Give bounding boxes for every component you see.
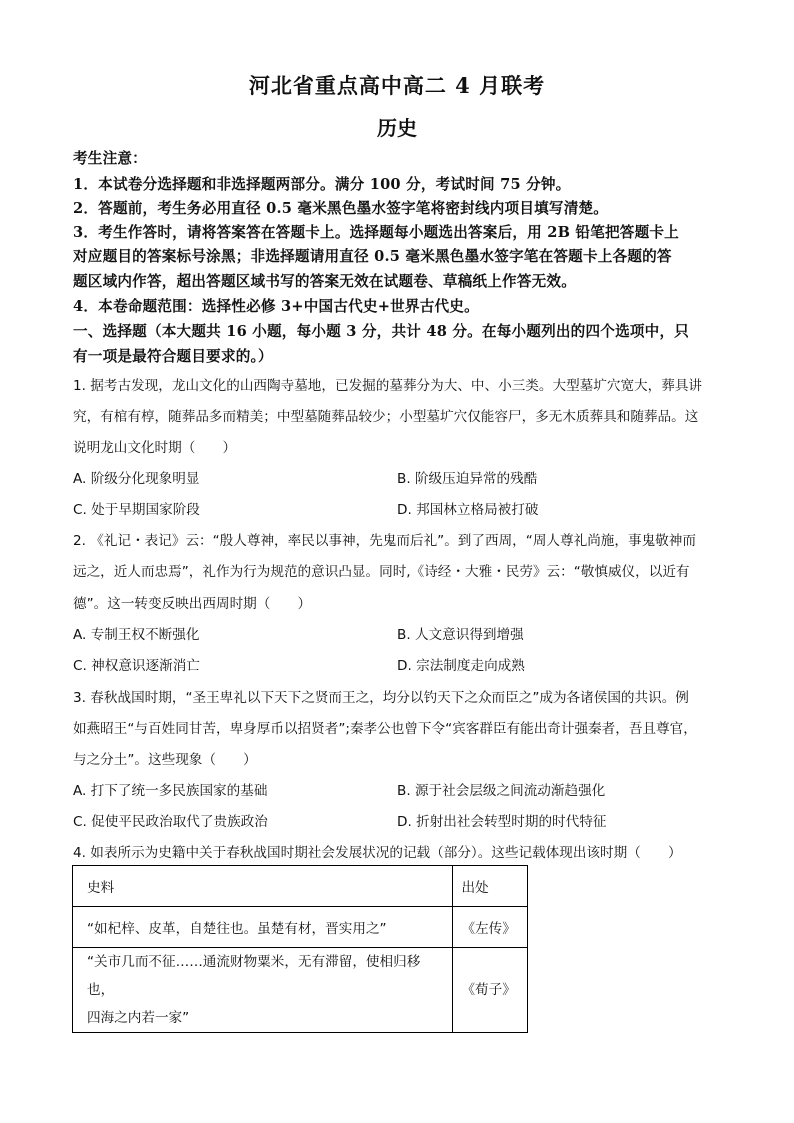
table-cell-source: 《荀子》 xyxy=(453,948,528,1033)
table-cell-source: 《左传》 xyxy=(453,907,528,948)
question-2-option-a: A. 专制王权不断强化 xyxy=(73,627,200,643)
question-3-text: 与之分土”。这些现象（ ） xyxy=(73,752,257,768)
question-1-option-c: C. 处于早期国家阶段 xyxy=(73,502,200,518)
table-cell-quote xyxy=(73,948,453,1033)
table-header-row xyxy=(73,866,528,907)
quote-line: “关市几而不征……通流财物粟米，无有滞留，使相归移也， xyxy=(87,954,421,998)
notice-heading: 考生注意： xyxy=(73,150,147,167)
question-2-option-b: B. 人文意识得到增强 xyxy=(397,627,524,643)
question-2-text: 德”。这一转变反映出西周时期（ ） xyxy=(73,596,312,612)
section-heading: 有一项是最符合题目要求的。） xyxy=(73,348,273,365)
question-1-text: 说明龙山文化时期（ ） xyxy=(73,440,237,456)
question-2-text: 远之，近人而忠焉”，礼作为行为规范的意识凸显。同时,《诗经・大雅・民劳》云：“敬慎威仪，以近有 xyxy=(73,564,690,580)
question-3-option-a: A. 打下了统一多民族国家的基础 xyxy=(73,783,268,799)
table-header-cell: 出处 xyxy=(453,866,528,907)
table-cell-quote: “如杞梓、皮革，自楚往也。虽楚有材，晋实用之” xyxy=(73,907,453,948)
notice-line: 4．本卷命题范围：选择性必修 3+中国古代史+世界古代史。 xyxy=(73,298,479,315)
table-row xyxy=(73,907,528,948)
question-3-text: 3. 春秋战国时期，“圣王卑礼以下天下之贤而王之，均分以钓天下之众而臣之”成为各诸侯国的共识。例 xyxy=(73,690,689,706)
notice-line: 对应题目的答案标号涂黑；非选择题请用直径 0.5 毫米黑色墨水签字笔在答题卡上各题的答 xyxy=(73,248,672,265)
table-header-cell: 史料 xyxy=(73,866,453,907)
question-1-text: 1. 据考古发现，龙山文化的山西陶寺墓地，已发掘的墓葬分为大、中、小三类。大型墓圹穴宽大，葬具讲 xyxy=(73,378,703,394)
question-3-option-c: C. 促使平民政治取代了贵族政治 xyxy=(73,814,268,830)
question-2-option-c: C. 神权意识逐渐消亡 xyxy=(73,658,200,674)
question-1-option-a: A. 阶级分化现象明显 xyxy=(73,471,200,487)
question-2-option-d: D. 宗法制度走向成熟 xyxy=(397,658,525,674)
quote-line: 四海之内若一家” xyxy=(87,1010,190,1026)
notice-line: 2．答题前，考生务必用直径 0.5 毫米黑色墨水签字笔将密封线内项目填写清楚。 xyxy=(73,200,609,217)
table-row xyxy=(73,948,528,1033)
exam-subject: 历史 xyxy=(377,116,417,140)
question-3-option-b: B. 源于社会层级之间流动渐趋强化 xyxy=(397,783,606,799)
question-2-text: 2. 《礼记・表记》云：“殷人尊神，率民以事神，先鬼而后礼”。到了西周，“周人尊礼尚施，事鬼敬神而 xyxy=(73,533,696,549)
question-1-option-b: B. 阶级压迫异常的残酷 xyxy=(397,471,538,487)
exam-title: 河北省重点高中高二 4 月联考 xyxy=(248,73,546,98)
question-4-text: 4. 如表所示为史籍中关于春秋战国时期社会发展状况的记载（部分）。这些记载体现出该时期（ ） xyxy=(73,845,682,861)
question-1-text: 究，有棺有椁，随葬品多而精美；中型墓随葬品较少；小型墓圹穴仅能容尸，多无木质葬具和随葬品。这 xyxy=(73,409,699,425)
notice-line: 题区域内作答，超出答题区域书写的答案无效在试题卷、草稿纸上作答无效。 xyxy=(73,273,576,290)
section-heading: 一、选择题（本大题共 16 小题，每小题 3 分，共计 48 分。在每小题列出的四个选项中，只 xyxy=(73,323,690,340)
notice-line: 3．考生作答时，请将答案答在答题卡上。选择题每小题选出答案后，用 2B 铅笔把答题卡上 xyxy=(73,224,679,241)
source-table xyxy=(72,865,528,1033)
question-3-text: 如燕昭王“与百姓同甘苦，卑身厚币以招贤者”;秦孝公也曾下令“宾客群臣有能出奇计强秦者，吾且尊官， xyxy=(73,721,697,737)
question-3-option-d: D. 折射出社会转型时期的时代特征 xyxy=(397,814,607,830)
notice-line: 1．本试卷分选择题和非选择题两部分。满分 100 分，考试时间 75 分钟。 xyxy=(73,176,571,193)
question-1-option-d: D. 邦国林立格局被打破 xyxy=(397,502,539,518)
